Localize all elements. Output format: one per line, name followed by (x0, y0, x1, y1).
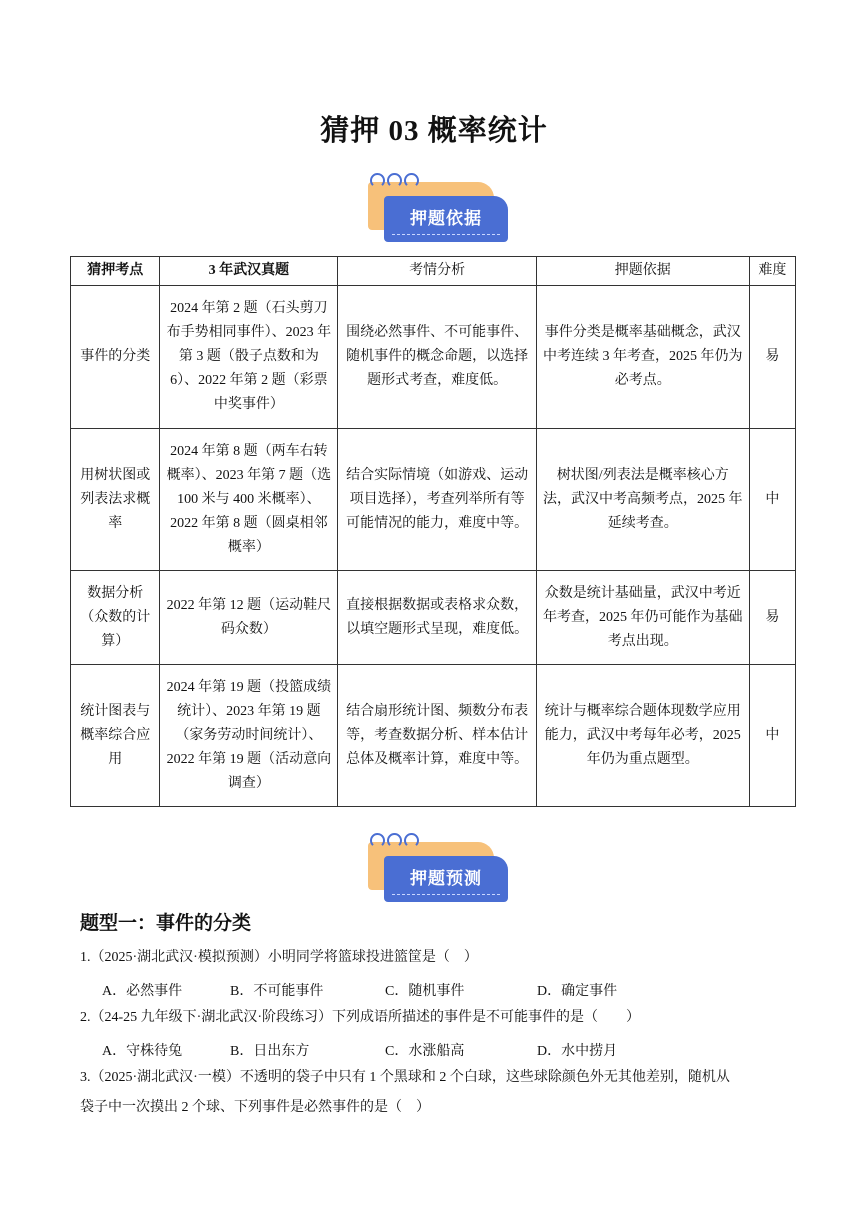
header-analysis: 考情分析 (338, 257, 536, 286)
header-exam: 3 年武汉真题 (160, 257, 338, 286)
option-a: A．守株待兔 (102, 1044, 183, 1059)
banner-dash (392, 894, 500, 895)
header-topic: 猜押考点 (71, 257, 160, 286)
cell-topic: 数据分析（众数的计算） (71, 571, 160, 665)
cell-difficulty: 易 (749, 571, 795, 665)
page-title: 猜押 03 概率统计 (320, 115, 548, 147)
banner-label: 押题预测 (410, 869, 482, 889)
cell-analysis: 围绕必然事件、不可能事件、随机事件的概念命题，以选择题形式考查，难度低。 (338, 286, 536, 429)
header-basis: 押题依据 (536, 257, 749, 286)
cell-exam: 2022 年第 12 题（运动鞋尺码众数） (160, 571, 338, 665)
table-row (71, 286, 796, 429)
section-heading: 题型一：事件的分类 (80, 912, 252, 934)
banner-front (384, 856, 508, 902)
exam-table (70, 256, 796, 807)
table-row (71, 571, 796, 665)
question-2-options (102, 1040, 617, 1060)
option-a: A．必然事件 (102, 984, 183, 999)
question-2: 2.（24-25 九年级下·湖北武汉·阶段练习）下列成语所描述的事件是不可能事件的是（ ） (80, 1010, 640, 1025)
cell-difficulty: 易 (749, 286, 795, 429)
cell-basis: 统计与概率综合题体现数学应用能力，武汉中考每年必考，2025 年仍为重点题型。 (536, 665, 749, 807)
question-1-options (102, 980, 617, 1000)
cell-analysis: 直接根据数据或表格求众数，以填空题形式呈现，难度低。 (338, 571, 536, 665)
option-d: D．水中捞月 (537, 1044, 618, 1059)
banner-prediction (358, 836, 518, 918)
cell-difficulty: 中 (749, 429, 795, 571)
rings-icon (370, 833, 430, 849)
cell-analysis: 结合扇形统计图、频数分布表等，考查数据分析、样本估计总体及概率计算，难度中等。 (338, 665, 536, 807)
cell-analysis: 结合实际情境（如游戏、运动项目选择），考查列举所有等可能情况的能力，难度中等。 (338, 429, 536, 571)
question-3-continued: 袋子中一次摸出 2 个球、下列事件是必然事件的是（ ） (80, 1100, 430, 1115)
cell-difficulty: 中 (749, 665, 795, 807)
cell-basis: 树状图/列表法是概率核心方法，武汉中考高频考点，2025 年延续考查。 (536, 429, 749, 571)
rings-icon (370, 173, 430, 189)
cell-topic: 统计图表与概率综合应用 (71, 665, 160, 807)
cell-basis: 事件分类是概率基础概念，武汉中考连续 3 年考查，2025 年仍为必考点。 (536, 286, 749, 429)
banner-label: 押题依据 (410, 209, 482, 229)
option-b: B．日出东方 (230, 1044, 310, 1059)
option-b: B．不可能事件 (230, 984, 324, 999)
cell-topic: 事件的分类 (71, 286, 160, 429)
header-difficulty: 难度 (749, 257, 795, 286)
question-3: 3.（2025·湖北武汉·一模）不透明的袋子中只有 1 个黑球和 2 个白球，这些球除颜色外无其他差别，随机从 (80, 1070, 730, 1085)
option-c: C．随机事件 (385, 984, 465, 999)
cell-topic: 用树状图或列表法求概率 (71, 429, 160, 571)
banner-front (384, 196, 508, 242)
cell-basis: 众数是统计基础量，武汉中考近年考查，2025 年仍可能作为基础考点出现。 (536, 571, 749, 665)
cell-exam: 2024 年第 19 题（投篮成绩统计）、2023 年第 19 题（家务劳动时间统计）、2022 年第 19 题（活动意向调查） (160, 665, 338, 807)
option-d: D．确定事件 (537, 984, 618, 999)
table-row (71, 429, 796, 571)
option-c: C．水涨船高 (385, 1044, 465, 1059)
banner-dash (392, 234, 500, 235)
cell-exam: 2024 年第 2 题（石头剪刀布手势相同事件）、2023 年第 3 题（骰子点数和为 6）、2022 年第 2 题（彩票中奖事件） (160, 286, 338, 429)
question-1: 1.（2025·湖北武汉·模拟预测）小明同学将篮球投进篮筐是（ ） (80, 950, 478, 965)
banner-basis (358, 176, 518, 258)
table-row (71, 665, 796, 807)
table-header-row (71, 257, 796, 286)
cell-exam: 2024 年第 8 题（两车右转概率）、2023 年第 7 题（选 100 米与 400 米概率）、2022 年第 8 题（圆桌相邻概率） (160, 429, 338, 571)
